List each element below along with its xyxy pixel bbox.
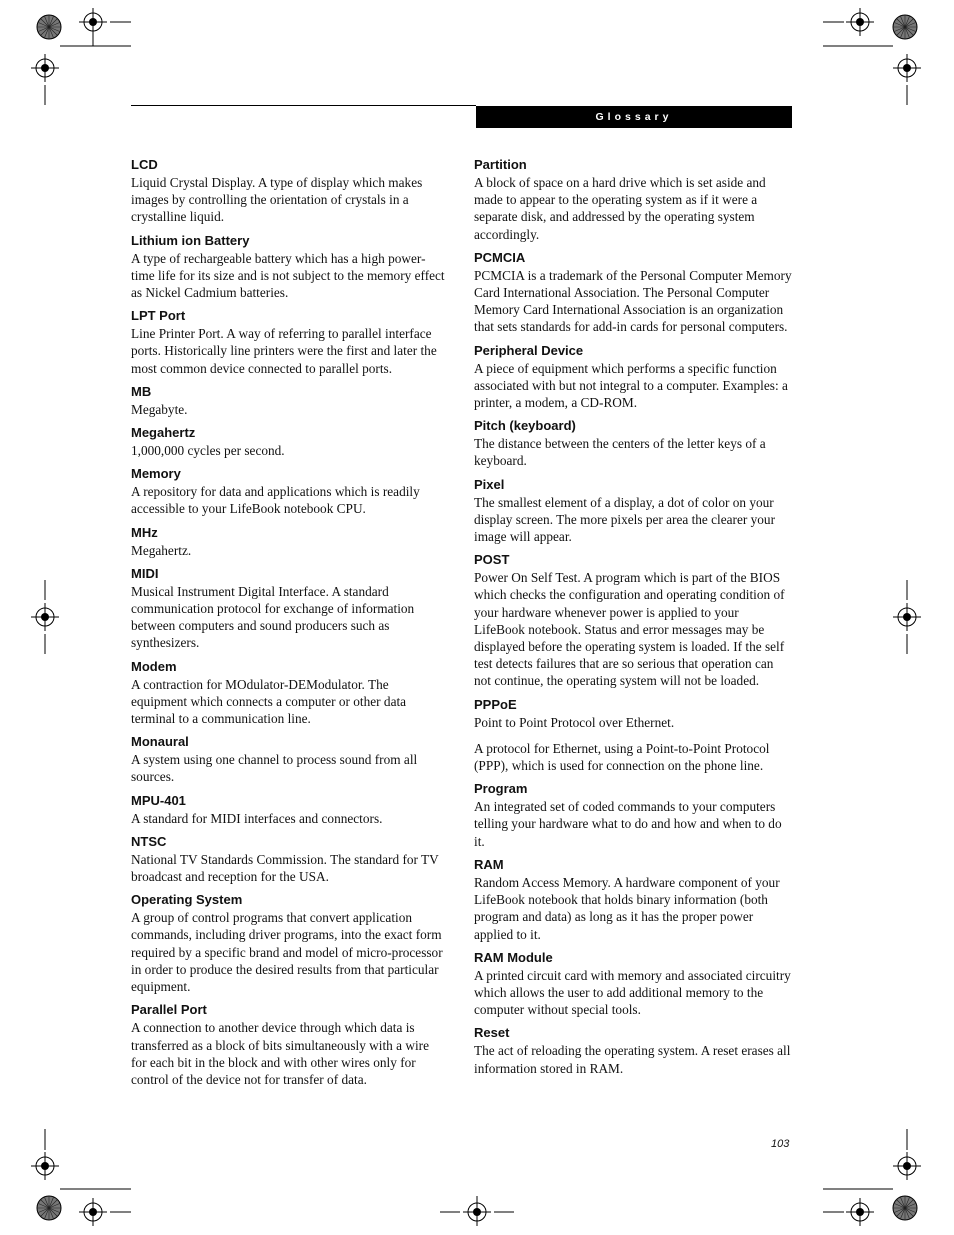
glossary-definition: Liquid Crystal Display. A type of display which makes images by controlling the orientation of crystals in a crystalline liquid. <box>131 175 423 225</box>
glossary-definition: Megahertz. <box>131 542 192 558</box>
glossary-entry <box>131 565 447 652</box>
glossary-term: RAM Module <box>474 949 553 965</box>
glossary-term: MPU-401 <box>131 792 186 808</box>
glossary-definition: The distance between the centers of the letter keys of a keyboard. <box>474 436 766 469</box>
glossary-entry <box>474 156 792 243</box>
glossary-right-column <box>474 156 792 1083</box>
section-header-bar <box>476 106 792 128</box>
glossary-definition: PCMCIA is a trademark of the Personal Computer Memory Card International Association. The Personal Computer Memory Card International Association is an organization that sets standards for add-in cards for personal computers. <box>474 267 792 335</box>
glossary-entry <box>474 1024 792 1076</box>
glossary-entry <box>131 833 447 885</box>
glossary-term: Memory <box>131 466 181 482</box>
glossary-term: LPT Port <box>131 308 186 324</box>
glossary-definition: A standard for MIDI interfaces and connectors. <box>131 810 383 826</box>
glossary-definition: The smallest element of a display, a dot of color on your display screen. The more pixels per area the clearer your image will appear. <box>474 494 776 545</box>
glossary-entry <box>131 792 447 827</box>
glossary-entry <box>474 417 792 469</box>
glossary-term: NTSC <box>131 833 167 849</box>
glossary-entry <box>131 658 447 728</box>
glossary-term: MIDI <box>131 565 159 581</box>
glossary-term: POST <box>474 552 510 568</box>
glossary-definition: A piece of equipment which performs a specific function associated with but not integral to a computer. Examples: a printer, a modem, a CD-ROM. <box>474 360 788 411</box>
glossary-entry <box>131 424 447 459</box>
glossary-definition: Power On Self Test. A program which is part of the BIOS which checks the configuration and operating condition of your hardware whenever power is applied to your LifeBook notebook. Status and error messages may be displayed before the operating system is loaded. If the self test detects failures that are so serious that operation can not continue, the operating system will not be loaded. <box>474 570 785 689</box>
glossary-term: PPPoE <box>474 696 517 712</box>
glossary-definition: An integrated set of coded commands to your computers telling your hardware what to do and how and when to do it. <box>474 799 782 849</box>
glossary-definition: Musical Instrument Digital Interface. A standard communication protocol for exchange of information between computers and sound producers such as synthesizers. <box>131 583 415 651</box>
glossary-definition: Random Access Memory. A hardware component of your LifeBook notebook that holds binary information (both program and data) as long as it has the proper power applied to it. <box>474 874 780 942</box>
glossary-term: Operating System <box>131 892 243 908</box>
glossary-entry <box>131 524 447 559</box>
glossary-entry <box>131 232 447 302</box>
glossary-term: RAM <box>474 856 504 872</box>
glossary-definition: A repository for data and applications which is readily accessible to your LifeBook notebook CPU. <box>131 484 420 517</box>
header-rule <box>131 105 476 106</box>
glossary-term: PCMCIA <box>474 249 526 265</box>
glossary-entry <box>131 733 447 785</box>
glossary-term: Monaural <box>131 734 189 750</box>
glossary-definition: A block of space on a hard drive which is set aside and made to appear to the operating system as if it were a separate disk, and addressed by the operating system accordingly. <box>474 175 766 242</box>
glossary-definition: A connection to another device through which data is transferred as a block of bits simultaneously with a wire for each bit in the block and with other wires only for control of the device not for transfer of data. <box>131 1020 429 1087</box>
glossary-entry <box>474 476 792 546</box>
section-title: Glossary <box>595 111 673 123</box>
glossary-definition: A protocol for Ethernet, using a Point-to-Point Protocol (PPP), which is used for connection on the phone line. <box>474 740 770 774</box>
glossary-term: MHz <box>131 524 158 540</box>
glossary-term: MB <box>131 383 152 399</box>
glossary-entry <box>131 307 447 377</box>
glossary-entry <box>131 891 447 995</box>
glossary-entry <box>474 780 792 850</box>
glossary-entry <box>474 949 792 1019</box>
glossary-term: Parallel Port <box>131 1002 207 1018</box>
page-number: 103 <box>771 1138 790 1150</box>
glossary-definition: National TV Standards Commission. The standard for TV broadcast and reception for the USA. <box>131 851 439 885</box>
glossary-definition: A type of rechargeable battery which has a high power-time life for its size and is not subject to the memory effect as Nickel Cadmium batteries. <box>131 250 445 301</box>
glossary-definition: A printed circuit card with memory and associated circuitry which allows the user to add additional memory to the computer without special tools. <box>474 967 791 1018</box>
glossary-entry <box>474 856 792 943</box>
glossary-definition: The act of reloading the operating system. A reset erases all information stored in RAM. <box>474 1043 791 1076</box>
glossary-entry <box>474 249 792 336</box>
glossary-term: Lithium ion Battery <box>131 232 250 248</box>
glossary-entry <box>474 342 792 412</box>
glossary-definition: Point to Point Protocol over Ethernet. <box>474 714 675 730</box>
glossary-entry <box>131 156 447 226</box>
glossary-entry <box>131 1001 447 1088</box>
glossary-entry <box>131 465 447 517</box>
glossary-term: Program <box>474 781 528 797</box>
glossary-entry <box>131 383 447 418</box>
glossary-definition: Megabyte. <box>131 401 188 417</box>
glossary-definition: 1,000,000 cycles per second. <box>131 443 285 459</box>
glossary-term: Modem <box>131 658 177 674</box>
glossary-entry <box>474 551 792 689</box>
glossary-definition: A contraction for MOdulator-DEModulator. The equipment which connects a computer or other data terminal to a communication line. <box>131 676 407 727</box>
glossary-term: Reset <box>474 1025 510 1041</box>
glossary-term: Pitch (keyboard) <box>474 418 576 434</box>
glossary-entry <box>474 696 792 775</box>
glossary-definition: A system using one channel to process sound from all sources. <box>131 752 418 785</box>
glossary-definition: Line Printer Port. A way of referring to parallel interface ports. Historically line printers were the first and later the most common device connected to parallel ports. <box>131 326 437 376</box>
glossary-term: Peripheral Device <box>474 342 584 358</box>
glossary-left-column <box>131 156 447 1094</box>
glossary-term: Partition <box>474 157 527 172</box>
glossary-definition: A group of control programs that convert application commands, including driver programs, into the exact form required by a specific brand and model of micro-processor in order to produce the desired results from that particular equipment. <box>131 910 443 995</box>
glossary-term: Megahertz <box>131 425 196 441</box>
glossary-term: Pixel <box>474 476 505 492</box>
glossary-term: LCD <box>131 157 158 172</box>
